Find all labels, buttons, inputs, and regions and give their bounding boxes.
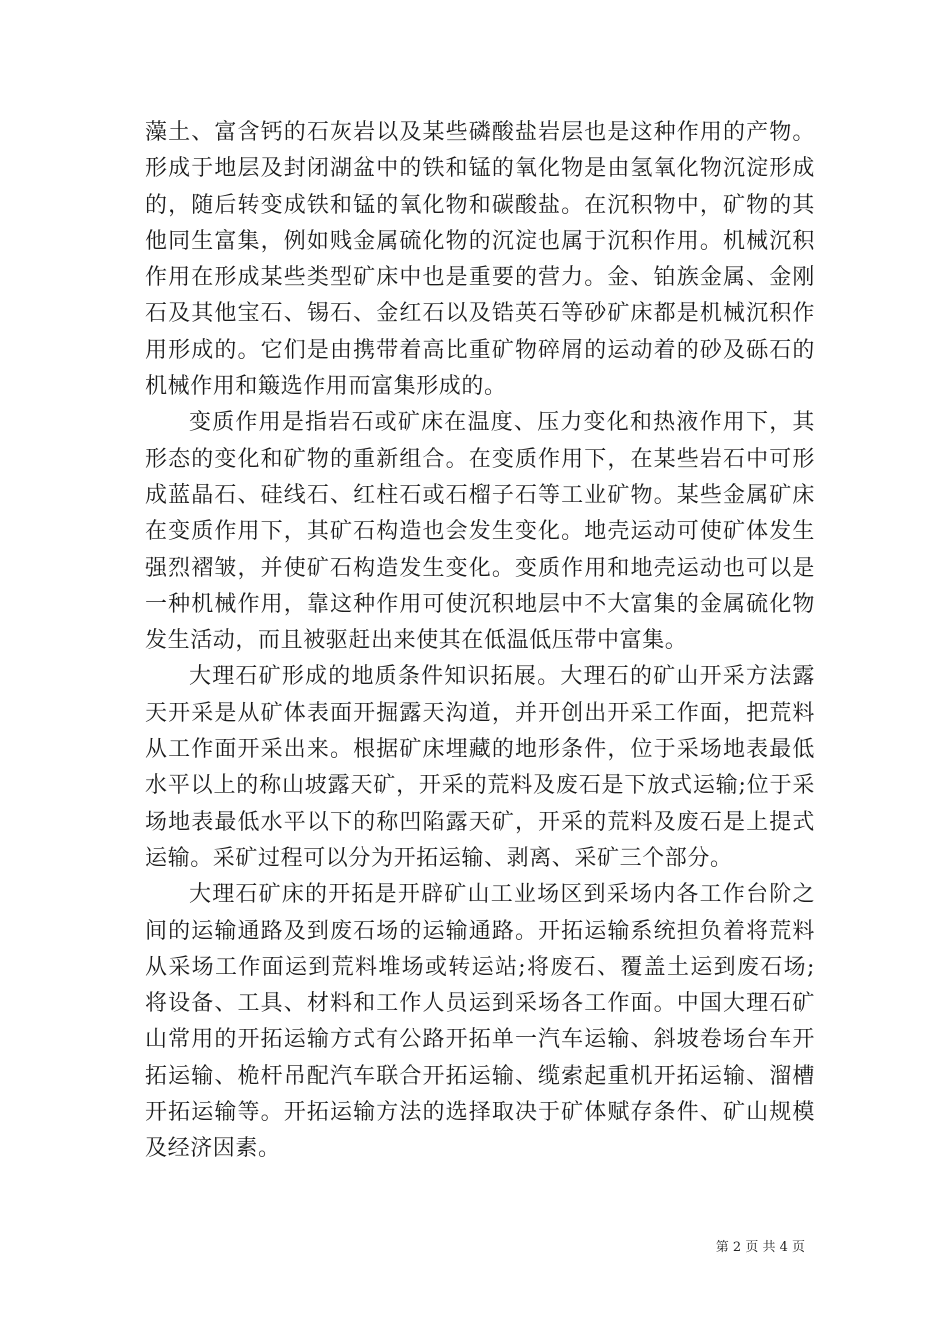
paragraph-development-transport: 大理石矿床的开拓是开辟矿山工业场区到采场内各工作台阶之间的运输通路及到废石场的运输通路。开拓运输系统担负着将荒料从采场工作面运到荒料堆场或转运站;将废石、覆盖土运到废石场;将设备、工具、材料和工作人员运到采场各工作面。中国大理石矿山常用的开拓运输方式有公路开拓单一汽车运输、斜坡卷场台车开拓运输、桅杆吊配汽车联合开拓运输、缆索起重机开拓运输、溜槽开拓运输等。开拓运输方法的选择取决于矿体赋存条件、矿山规模及经济因素。 bbox=[145, 882, 815, 1162]
page-number: 第 2 页 共 4 页 bbox=[715, 1240, 805, 1255]
paragraph-metamorphism: 变质作用是指岩石或矿床在温度、压力变化和热液作用下，其形态的变化和矿物的重新组合。在变质作用下，在某些岩石中可形成蓝晶石、硅线石、红柱石或石榴子石等工业矿物。某些金属矿床在变质作用下，其矿石构造也会发生变化。地壳运动可使矿体发生强烈褶皱，并使矿石构造发生变化。变质作用和地壳运动也可以是一种机械作用，靠这种作用可使沉积地层中不大富集的金属硫化物发生活动，而且被驱赶出来使其在低温低压带中富集。 bbox=[145, 410, 815, 654]
paragraph-continuation: 藻土、富含钙的石灰岩以及某些磷酸盐岩层也是这种作用的产物。形成于地层及封闭湖盆中的铁和锰的氧化物是由氢氧化物沉淀形成的，随后转变成铁和锰的氧化物和碳酸盐。在沉积物中，矿物的其他同生富集，例如贱金属硫化物的沉淀也属于沉积作用。机械沉积作用在形成某些类型矿床中也是重要的营力。金、铂族金属、金刚石及其他宝石、锡石、金红石以及锆英石等砂矿床都是机械沉积作用形成的。它们是由携带着高比重矿物碎屑的运动着的砂及砾石的机械作用和簸选作用而富集形成的。 bbox=[145, 120, 815, 400]
paragraph-open-pit-mining: 大理石矿形成的地质条件知识拓展。大理石的矿山开采方法露天开采是从矿体表面开掘露天沟道，并开创出开采工作面，把荒料从工作面开采出来。根据矿床埋藏的地形条件，位于采场地表最低水平以上的称山坡露天矿，开采的荒料及废石是下放式运输;位于采场地表最低水平以下的称凹陷露天矿，开采的荒料及废石是上提式运输。采矿过程可以分为开拓运输、剥离、采矿三个部分。 bbox=[145, 664, 815, 871]
document-body bbox=[145, 115, 815, 1168]
